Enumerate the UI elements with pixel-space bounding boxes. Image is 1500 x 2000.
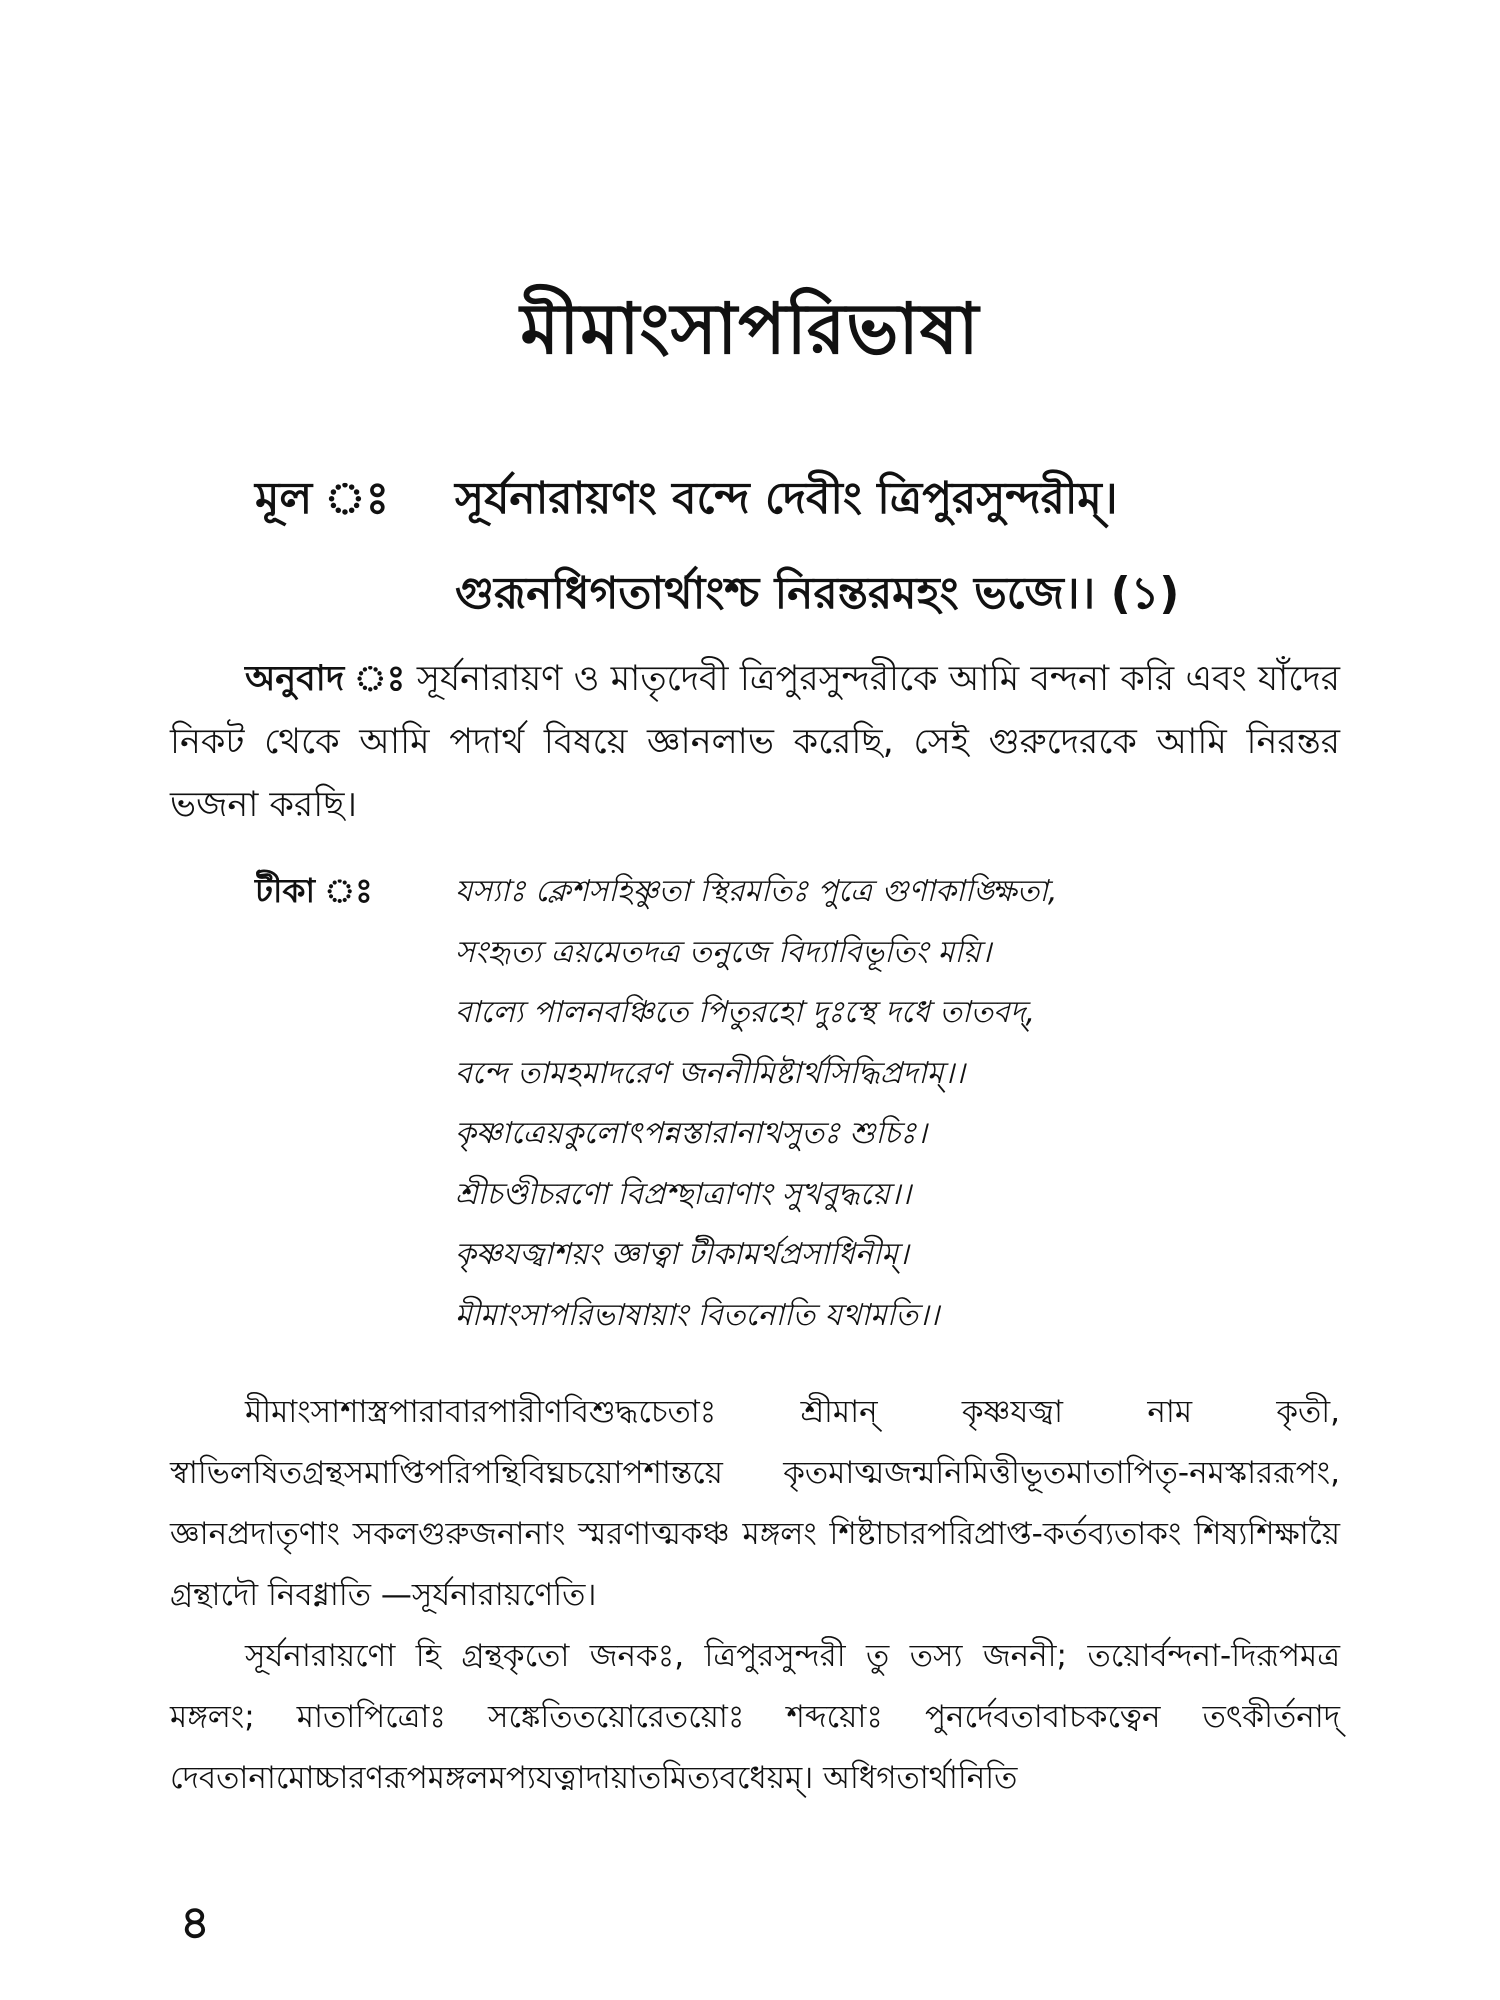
commentary-verse-line: বাল্যে পালনবঞ্চিতে পিতুরহো দুঃস্থে দধে তাতবদ্,	[455, 995, 1036, 1030]
mula-verse-line: সূর্যনারায়ণং বন্দে দেবীং ত্রিপুরসুন্দরীম্।	[455, 473, 1118, 524]
commentary-verse-line: সংহৃত্য ত্রয়মেতদত্র তনুজে বিদ্যাবিভূতিং ময়ি।	[455, 934, 992, 970]
commentary-paragraph	[170, 1626, 1340, 1809]
commentary-label: টীকা ঃ	[255, 871, 373, 910]
mula-verse-line: গুরূনধিগতার্থাংশ্চ নিরন্তরমহং ভজে।। (১)	[455, 568, 1180, 619]
commentary-verse-line: যস্যাঃ ক্লেশসহিষ্ণুতা স্থিরমতিঃ পুত্রে গুণাকাঙ্ক্ষিতা,	[455, 874, 1058, 909]
commentary-verse-line: কৃষ্ণাত্রেয়কুলোৎপন্নস্তারানাথসুতঃ শুচিঃ।	[455, 1116, 927, 1151]
translation-paragraph	[170, 648, 1340, 837]
commentary-paragraph-text: মীমাংসাশাস্ত্রপারাবারপারীণবিশুদ্ধচেতাঃ শ্রীমান্ কৃষ্ণযজ্বা নাম কৃতী, স্বাভিলষিতগ্রন্থসমাপ্তিপরিপন্থিবিঘ্নচয়োপশান্তয়ে কৃতমাত্মজন্মনিমিত্তীভূতমাতাপিতৃ-নমস্কাররূপং, জ্ঞানপ্রদাতৃণাং সকলগুরুজনানাং স্মরণাত্মকঞ্চ মঙ্গলং শিষ্টাচারপরিপ্রাপ্ত-কর্তব্যতাকং শিষ্যশিক্ষায়ৈ গ্রন্থাদৌ নিবধ্নাতি —সূর্যনারায়ণেতি।	[170, 1394, 1340, 1613]
translation-text: সূর্যনারায়ণ ও মাতৃদেবী ত্রিপুরসুন্দরীকে আমি বন্দনা করি এবং যাঁদের নিকট থেকে আমি পদার্থ বিষয়ে জ্ঞানলাভ করেছি, সেই গুরুদেরকে আমি নিরন্তর ভজনা করছি।	[170, 659, 1340, 825]
translation-label: অনুবাদ ঃ	[245, 659, 406, 699]
commentary-verses	[455, 862, 1057, 1346]
page-number: ৪	[180, 1895, 210, 1949]
commentary-paragraph	[170, 1382, 1340, 1626]
page-title: মীমাংসাপরিভাষা	[520, 288, 980, 370]
commentary-verse-line: বন্দে তামহমাদরেণ জননীমিষ্টার্থসিদ্ধিপ্রদাম্।।	[455, 1055, 965, 1091]
mula-label: মূল ঃ	[255, 473, 390, 524]
commentary-verse-line: মীমাংসাপরিভাষায়াং বিতনোতি যথামতি।।	[455, 1297, 940, 1333]
commentary-verse-line: শ্রীচণ্ডীচরণো বিপ্রশ্ছাত্রাণাং সুখবুদ্ধয়ে।।	[455, 1176, 912, 1212]
commentary-paragraph-text: সূর্যনারায়ণো হি গ্রন্থকৃতো জনকঃ, ত্রিপুরসুন্দরী তু তস্য জননী; তয়োর্বন্দনা-দিরূপমত্র মঙ্গলং; মাতাপিত্রোঃ সঙ্কেতিতয়োরেতয়োঃ শব্দয়োঃ পুনর্দেবতাবাচকত্বেন তৎকীর্তনাদ্ দেবতানামোচ্চারণরূপমঙ্গলমপ্যযত্নাদায়াতমিত্যবধেয়ম্। অধিগতার্থানিতি	[170, 1638, 1340, 1796]
commentary-verse-line: কৃষ্ণযজ্বাশয়ং জ্ঞাত্বা টীকামর্থপ্রসাধিনীম্।	[455, 1237, 909, 1272]
